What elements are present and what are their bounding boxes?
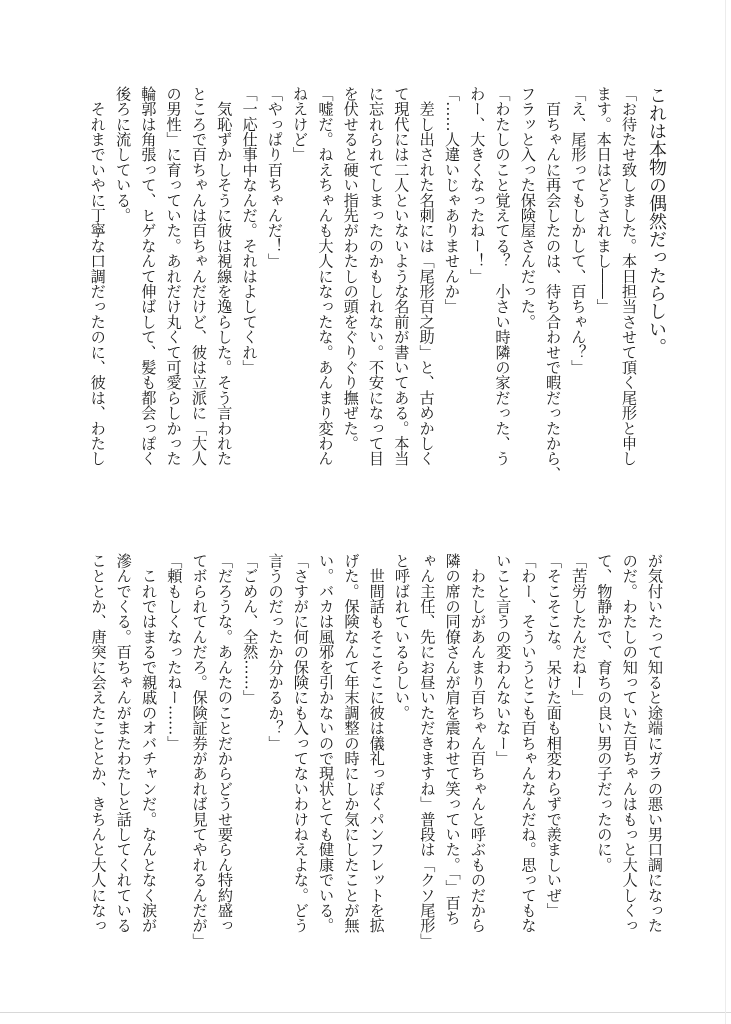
text-column: 「さすがに何の保険にも入ってないわけねえよな。どう — [291, 553, 310, 933]
text-column: 「そこそこな。呆けた面も相変わらずで羨ましいぜ」 — [544, 553, 563, 918]
text-column: が気付いたって知ると途端にガラの悪い男口調になった — [646, 553, 664, 933]
text-column: 「嘘だ。ねえちゃんも大人になったな。あんまり変わん — [316, 86, 335, 466]
text-column: の男性」に育っていた。あれだけ丸くて可愛らしかった — [164, 86, 183, 466]
text-column: て、物静かで、育ちの良い男の子だったのに。 — [595, 553, 614, 873]
text-column: 百ちゃんに再会したのは、待ち合わせで暇だったから、 — [544, 86, 563, 482]
text-column: わたしがあんまり百ちゃん百ちゃんと呼ぶものだから — [468, 553, 487, 933]
text-column: い。バカは風邪を引かないので現状とても健康でいる。 — [317, 553, 336, 933]
text-column: 滲んでくる。百ちゃんがまたわたしと話してくれている — [114, 553, 133, 933]
text-column: 「一応仕事中なんだ。それはよしてくれ」 — [240, 86, 259, 375]
text-column: のだ。わたしの知っていた百ちゃんはもっと大人しくっ — [620, 553, 639, 933]
text-column: それまでいやに丁寧な口調だったのに、彼は、わたし — [88, 86, 107, 466]
text-column: こととか、唐突に会えたこととか、きちんと大人になっ — [89, 553, 108, 933]
text-column: ます。本日はどうされまし――」 — [594, 86, 613, 314]
text-column: 輪郭は角張って、ヒゲなんて伸ばして、髪も都会っぽく — [139, 86, 158, 466]
text-column: 「だろうな。あんたのことだからどうせ要らん特約盛っ — [215, 553, 234, 933]
text-column: 「お待たせ致しました。本日担当させて頂く尾形と申し — [620, 86, 638, 466]
text-column: ねえけど」 — [291, 86, 310, 162]
page-right-edge — [725, 0, 726, 1024]
chapter-heading: これは本物の偶然だったらしい。 — [646, 86, 667, 356]
text-column: フラッと入った保険屋さんだった。 — [518, 86, 537, 330]
text-column: 「……人違いじゃありませんか」 — [442, 86, 461, 314]
text-column: 「ごめん、全然……」 — [241, 553, 260, 705]
text-column: 「苦労したんだねー」 — [570, 553, 589, 705]
text-column: わー、大きくなったねー！」 — [468, 86, 487, 284]
text-column: 世間話もそこそこに彼は儀礼っぽくパンフレットを拡 — [367, 553, 386, 933]
text-column: ところで百ちゃんは百ちゃんだけど、彼は立派に「大人 — [189, 86, 208, 466]
text-column: 「わたしのこと覚えてる？ 小さい時隣の家だった、う — [493, 86, 512, 466]
text-column: ゃん主任、先にお昼いただきますね」普段は「クソ尾形」 — [418, 553, 437, 949]
text-column: と呼ばれているらしい。 — [393, 553, 412, 721]
text-column: 「わー、そういうとこも百ちゃんなんだね。思ってもな — [519, 553, 538, 933]
text-column: 言うのだったか分かるか？」 — [266, 553, 285, 751]
text-column: 後ろに流している。 — [114, 86, 133, 223]
text-column: これではまるで親戚のオバチャンだ。なんとなく涙が — [140, 553, 159, 933]
text-column: 「頼もしくなったねー……」 — [165, 553, 184, 751]
text-column: いこと言うの変わんないなー」 — [494, 553, 513, 766]
text-column: てボられてんだろ。保険証券があれば見てやれるんだが」 — [190, 553, 209, 949]
text-column: げた。保険なんて年末調整の時にしか気にしたことが無 — [342, 553, 361, 933]
text-column: に忘れられてしまったのかもしれない。不安になって目 — [367, 86, 386, 466]
text-column: 隣の席の同僚さんが肩を震わせて笑っていた。「」百ち — [443, 553, 462, 926]
text-column: 差し出された名刺には「尾形百之助」と、古めかしく — [417, 86, 436, 466]
page-bottom-edge — [0, 1012, 731, 1013]
text-column: 「え、尾形ってもしかして、百ちゃん？」 — [569, 86, 588, 375]
text-column: 気恥ずかしそうに彼は視線を逸らした。そう言われた — [215, 86, 234, 466]
text-column: 「やっぱり百ちゃんだ！」 — [265, 86, 284, 269]
lower-text-block — [85, 553, 667, 949]
upper-text-block — [84, 86, 671, 482]
text-column: を伏せると硬い指先がわたしの頭をぐりぐり撫ぜた。 — [341, 86, 360, 451]
text-column: て現代には二人といないような名前が書いてある。本当 — [392, 86, 411, 466]
